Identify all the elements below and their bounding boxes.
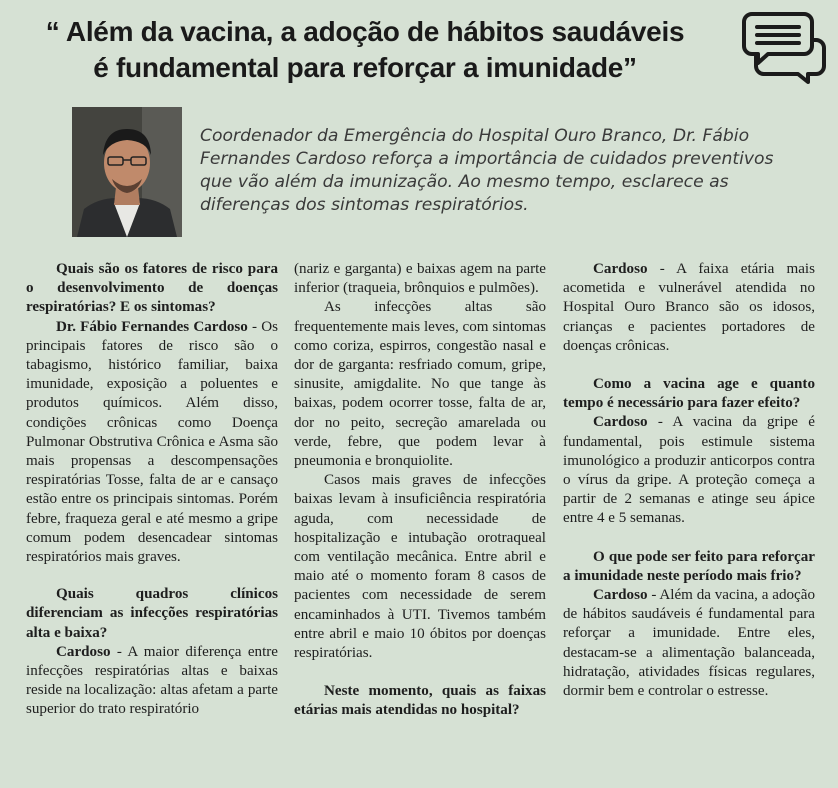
interviewee-name: Cardoso (593, 587, 648, 604)
answer-4 (563, 413, 815, 528)
headline-line-2: é fundamental para reforçar a imunidade” (93, 52, 637, 83)
answer-3 (563, 260, 815, 356)
portrait-photo (72, 107, 182, 237)
answer-2-text: - A maior diferença entre infecções respiratórias altas e baixas reside na localização: altas afetam a parte superior do trato respiratório (26, 643, 278, 718)
answer-5-text: - Além da vacina, a adoção de hábitos saudáveis é fundamental para reforçar a imunidade. Entre eles, destacam-se a alimentação balanceada, hidratação, atividades físicas regulares, dormir bem e controlar o estresse. (563, 587, 815, 700)
question-4: Como a vacina age e quanto tempo é necessário para fazer efeito? (563, 376, 815, 412)
question-1: Quais são os fatores de risco para o desenvolvimento de doenças respiratórias? E os sintomas? (26, 261, 278, 316)
column-1 (26, 260, 278, 720)
interviewee-name: Cardoso (593, 261, 648, 277)
answer-1 (26, 318, 278, 568)
headline-line-1: “ Além da vacina, a adoção de hábitos saudáveis (45, 16, 685, 47)
chat-bubbles-icon (742, 10, 828, 84)
answer-2 (26, 643, 278, 720)
lead-paragraph: Coordenador da Emergência do Hospital Ouro Branco, Dr. Fábio Fernandes Cardoso reforça a importância de cuidados preventivos que vão além da imunização. Ao mesmo tempo, esclarece as diferenças dos sintomas respiratórios. (200, 126, 774, 215)
answer-1-text: - Os principais fatores de risco são o tabagismo, histórico familiar, baixa imunidade, exposição a poluentes e produtos químicos. Além disso, condições crônicas como Doença Pulmonar Obstrutiva Crônica e Asma são mais propensas a descompensações respiratórias Tosse, falta de ar e cansaço estão entre os principais sintomas. Porém febre, fraqueza geral e até mesmo a gripe comum podem desencadear sintomas respiratórios mais graves. (26, 318, 278, 566)
interviewee-name: Dr. Fábio Fernandes Cardoso (56, 318, 248, 335)
answer-3-text: - A faixa etária mais acometida e vulnerável atendida no Hospital Ouro Branco são os idosos, crianças e pacientes portadores de doenças crônicas. (563, 261, 815, 354)
interviewee-name: Cardoso (56, 643, 111, 660)
question-5: O que pode ser feito para reforçar a imunidade neste período mais frio? (563, 548, 815, 584)
answer-2-paragraph-3: Casos mais graves de infecções baixas levam à insuficiência respiratória aguda, com necessidade de hospitalização e intubação orotraqueal com ventilação mecânica. Entre abril e maio até o momento foram 8 casos de pacientes com necessidade de serem encaminhados à UTI. Tivemos também entre abril e maio 10 óbitos por doenças respiratórias. (294, 472, 546, 662)
headline (0, 14, 730, 86)
answer-2-continued: (nariz e garganta) e baixas agem na parte inferior (traqueia, brônquios e pulmões). (294, 261, 546, 297)
column-2 (294, 260, 546, 721)
portrait-illustration (72, 107, 182, 237)
answer-5 (563, 586, 815, 701)
answer-2-paragraph-2: As infecções altas são frequentemente mais leves, com sintomas como coriza, espirros, congestão nasal e dor de garganta: resfriado comum, gripe, sinusite, amigdalite. No que tange às baixas, podem ocorrer tosse, falta de ar, dor no peito, secreção amarelada ou verde, febre, que podem levar à pneumonia e bronquiolite. (294, 299, 546, 470)
column-3 (563, 260, 815, 701)
interviewee-name: Cardoso (593, 414, 648, 431)
question-3: Neste momento, quais as faixas etárias mais atendidas no hospital? (294, 683, 546, 719)
question-2: Quais quadros clínicos diferenciam as infecções respiratórias alta e baixa? (26, 586, 278, 641)
answer-4-text: - A vacina da gripe é fundamental, pois estimule sistema imunológico a produzir anticorpos contra o vírus da gripe. A proteção começa a partir de 2 semanas e atinge seu ápice entre 4 e 5 semanas. (563, 414, 815, 527)
